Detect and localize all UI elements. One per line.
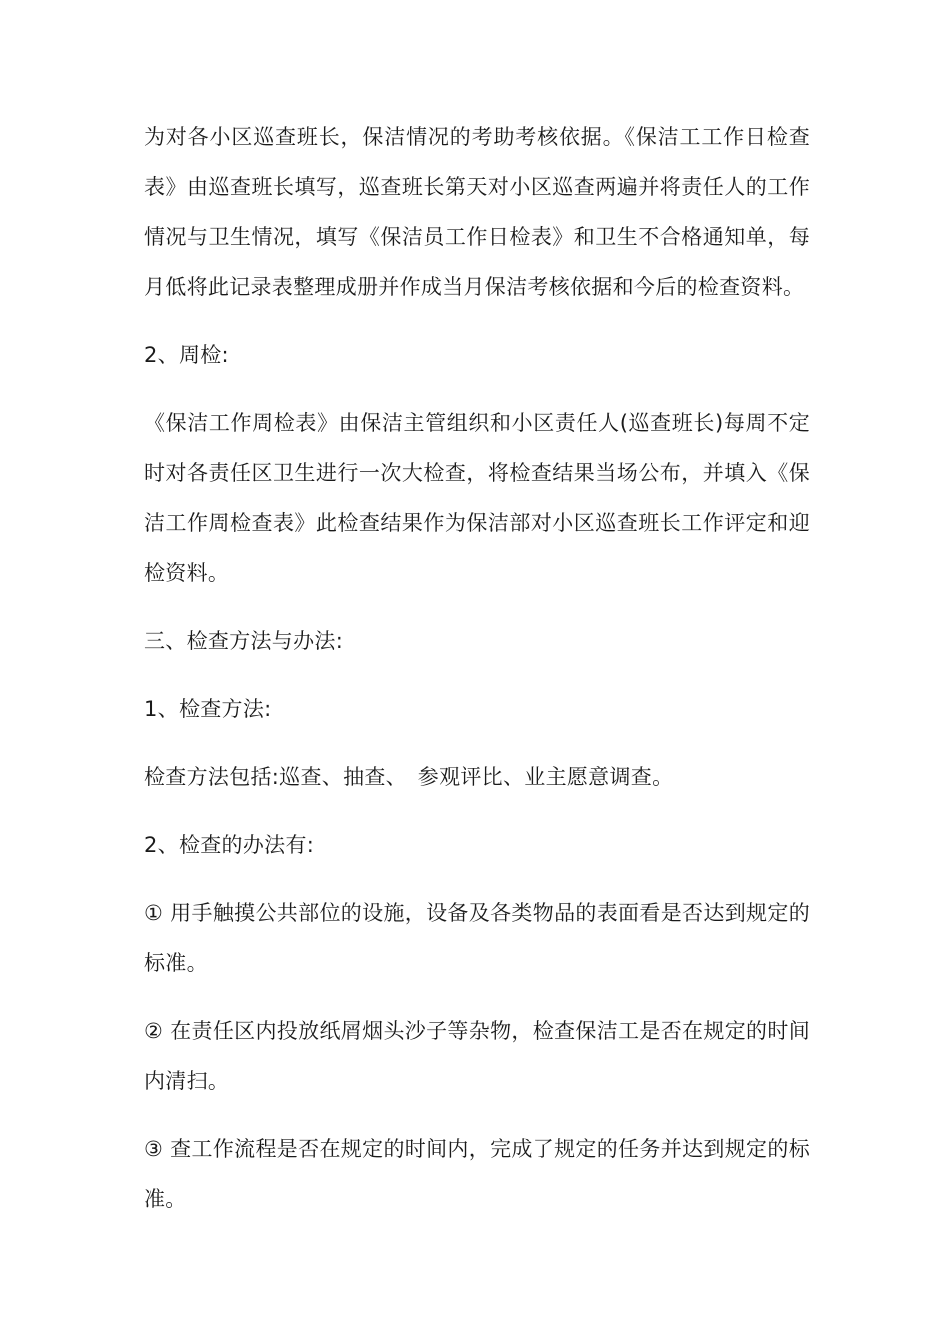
paragraph-weekly-check: 《保洁工作周检表》由保洁主管组织和小区责任人(巡查班长)每周不定时对各责任区卫生进行一次大检查，将检查结果当场公布，并填入《保洁工作周检查表》此检查结果作为保洁部对小区巡查班长工作评定和迎检资料。 (144, 411, 810, 585)
paragraph-check-method: 检查方法包括:巡查、抽查、 参观评比、业主愿意调查。 (144, 765, 674, 789)
list-item-procedure-2: ② 在责任区内投放纸屑烟头沙子等杂物，检查保洁工是否在规定的时间内清扫。 (144, 1019, 810, 1093)
heading-inspection-methods: 三、检查方法与办法: (144, 629, 344, 653)
heading-check-method: 1、检查方法: (144, 697, 272, 721)
heading-check-procedures: 2、检查的办法有: (144, 833, 315, 857)
list-item-procedure-1: ① 用手触摸公共部位的设施，设备及各类物品的表面看是否达到规定的标准。 (144, 901, 810, 975)
list-item-procedure-3: ③ 查工作流程是否在规定的时间内，完成了规定的任务并达到规定的标准。 (144, 1137, 810, 1211)
heading-weekly-check: 2、周检: (144, 343, 229, 367)
document-body (144, 112, 810, 1242)
paragraph-evaluation-basis: 为对各小区巡查班长，保洁情况的考助考核依据。《保洁工工作日检查表》由巡查班长填写，巡查班长第天对小区巡查两遍并将责任人的工作情况与卫生情况，填写《保洁员工作日检表》和卫生不合格通知单，每月低将此记录表整理成册并作成当月保洁考核依据和今后的检查资料。 (144, 125, 810, 299)
